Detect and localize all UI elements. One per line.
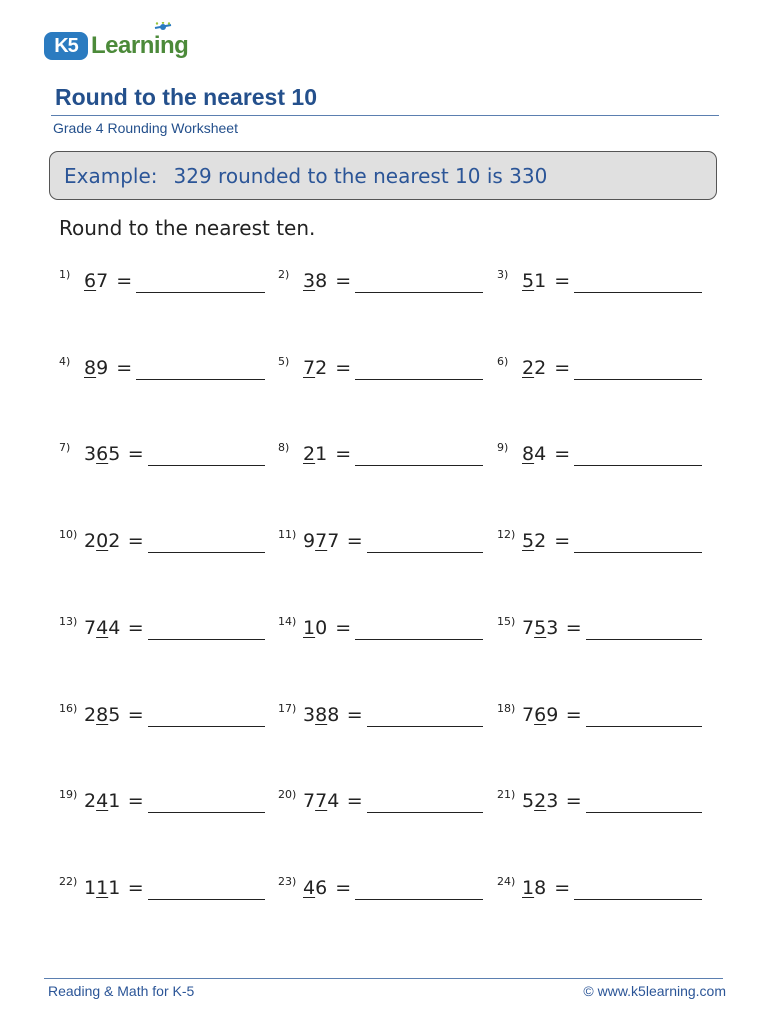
tens-digit-underlined: 8 xyxy=(84,357,97,379)
answer-blank[interactable] xyxy=(355,899,483,900)
tens-digit-underlined: 5 xyxy=(522,270,535,292)
equals-sign: = xyxy=(335,877,352,899)
problem-number: 24) xyxy=(497,875,516,888)
equals-sign: = xyxy=(565,790,582,812)
equals-sign: = xyxy=(127,790,144,812)
problem-number: 15) xyxy=(497,615,516,628)
problem-number: 7) xyxy=(59,441,71,454)
digit: 4 xyxy=(534,443,547,465)
problem-number-value xyxy=(84,790,120,812)
problem-item xyxy=(497,875,702,905)
answer-blank[interactable] xyxy=(367,726,483,727)
problem-item xyxy=(278,268,483,298)
answer-blank[interactable] xyxy=(355,292,483,293)
equals-sign: = xyxy=(554,530,571,552)
problem-number-value xyxy=(303,357,327,379)
title-divider xyxy=(51,115,719,116)
problem-number-value xyxy=(522,530,546,552)
digit: 9 xyxy=(303,530,316,552)
digit: 3 xyxy=(84,443,97,465)
tens-digit-underlined: 8 xyxy=(522,443,535,465)
equals-sign: = xyxy=(554,357,571,379)
problem-item xyxy=(497,788,702,818)
answer-blank[interactable] xyxy=(367,552,483,553)
problem-item xyxy=(497,528,702,558)
problem-number-value xyxy=(522,877,546,899)
digit: 6 xyxy=(315,877,328,899)
problem-number-value xyxy=(84,530,120,552)
digit: 7 xyxy=(327,530,340,552)
digit: 2 xyxy=(534,357,547,379)
tens-digit-underlined: 8 xyxy=(96,704,109,726)
tens-digit-underlined: 7 xyxy=(315,530,328,552)
tens-digit-underlined: 5 xyxy=(534,617,547,639)
problem-number: 18) xyxy=(497,702,516,715)
problem-number-value xyxy=(303,617,327,639)
equals-sign: = xyxy=(554,270,571,292)
equals-sign: = xyxy=(127,617,144,639)
answer-blank[interactable] xyxy=(136,292,265,293)
tens-digit-underlined: 2 xyxy=(303,443,316,465)
tens-digit-underlined: 5 xyxy=(522,530,535,552)
digit: 1 xyxy=(315,443,328,465)
tens-digit-underlined: 4 xyxy=(96,790,109,812)
problem-number-value xyxy=(84,443,120,465)
problem-item xyxy=(59,788,265,818)
equals-sign: = xyxy=(565,617,582,639)
tens-digit-underlined: 1 xyxy=(522,877,535,899)
problem-number: 6) xyxy=(497,355,509,368)
problem-number: 20) xyxy=(278,788,297,801)
equals-sign: = xyxy=(116,357,133,379)
problem-item xyxy=(278,615,483,645)
digit: 7 xyxy=(303,790,316,812)
problem-number-value xyxy=(84,877,120,899)
equals-sign: = xyxy=(335,617,352,639)
problem-number-value xyxy=(303,704,339,726)
problem-item xyxy=(59,528,265,558)
problem-item xyxy=(497,441,702,471)
problem-number: 23) xyxy=(278,875,297,888)
digit: 2 xyxy=(315,357,328,379)
example-label: Example: xyxy=(64,164,158,188)
digit: 1 xyxy=(108,790,121,812)
digit: 4 xyxy=(108,617,121,639)
answer-blank[interactable] xyxy=(148,812,265,813)
equals-sign: = xyxy=(127,443,144,465)
problem-number-value xyxy=(303,270,327,292)
problem-item xyxy=(59,355,265,385)
problem-number: 10) xyxy=(59,528,78,541)
problem-number-value xyxy=(522,617,558,639)
tens-digit-underlined: 7 xyxy=(315,790,328,812)
problem-item xyxy=(59,268,265,298)
answer-blank[interactable] xyxy=(355,379,483,380)
tens-digit-underlined: 6 xyxy=(534,704,547,726)
logo-badge: K5 xyxy=(44,32,88,60)
problem-number: 22) xyxy=(59,875,78,888)
digit: 2 xyxy=(84,790,97,812)
problem-number: 19) xyxy=(59,788,78,801)
digit: 8 xyxy=(327,704,340,726)
example-text: 329 rounded to the nearest 10 is 330 xyxy=(173,164,548,188)
digit: 3 xyxy=(546,790,559,812)
problem-item xyxy=(59,702,265,732)
tens-digit-underlined: 3 xyxy=(303,270,316,292)
problem-item xyxy=(278,788,483,818)
problem-item xyxy=(497,355,702,385)
answer-blank[interactable] xyxy=(574,379,702,380)
problem-number: 5) xyxy=(278,355,290,368)
tens-digit-underlined: 8 xyxy=(315,704,328,726)
problem-number-value xyxy=(84,617,120,639)
equals-sign: = xyxy=(127,530,144,552)
equals-sign: = xyxy=(335,443,352,465)
answer-blank[interactable] xyxy=(148,465,265,466)
footer-tagline: Reading & Math for K-5 xyxy=(48,983,195,999)
tens-digit-underlined: 4 xyxy=(96,617,109,639)
tens-digit-underlined: 1 xyxy=(303,617,316,639)
equals-sign: = xyxy=(116,270,133,292)
digit: 1 xyxy=(84,877,97,899)
problem-item xyxy=(59,875,265,905)
problem-number: 2) xyxy=(278,268,290,281)
page-subtitle: Grade 4 Rounding Worksheet xyxy=(53,120,238,136)
problem-item xyxy=(278,441,483,471)
k5-learning-logo xyxy=(44,22,204,66)
digit: 7 xyxy=(522,704,535,726)
problem-item xyxy=(59,615,265,645)
problem-number-value xyxy=(303,877,327,899)
problem-number: 13) xyxy=(59,615,78,628)
tens-digit-underlined: 4 xyxy=(303,877,316,899)
digit: 4 xyxy=(327,790,340,812)
star-figure-icon xyxy=(152,22,174,36)
digit: 3 xyxy=(303,704,316,726)
problem-number-value xyxy=(84,704,120,726)
answer-blank[interactable] xyxy=(586,639,702,640)
answer-blank[interactable] xyxy=(574,552,702,553)
digit: 1 xyxy=(534,270,547,292)
answer-blank[interactable] xyxy=(136,379,265,380)
equals-sign: = xyxy=(554,877,571,899)
equals-sign: = xyxy=(127,704,144,726)
equals-sign: = xyxy=(554,443,571,465)
tens-digit-underlined: 2 xyxy=(534,790,547,812)
problem-number: 16) xyxy=(59,702,78,715)
digit: 1 xyxy=(108,877,121,899)
equals-sign: = xyxy=(565,704,582,726)
equals-sign: = xyxy=(346,530,363,552)
problem-item xyxy=(497,615,702,645)
problem-item xyxy=(278,875,483,905)
problem-item xyxy=(278,702,483,732)
example-box xyxy=(49,151,717,200)
tens-digit-underlined: 0 xyxy=(96,530,109,552)
answer-blank[interactable] xyxy=(574,899,702,900)
equals-sign: = xyxy=(335,270,352,292)
digit: 7 xyxy=(84,617,97,639)
answer-blank[interactable] xyxy=(586,812,702,813)
digit: 2 xyxy=(534,530,547,552)
digit: 9 xyxy=(96,357,109,379)
digit: 5 xyxy=(108,704,121,726)
instructions: Round to the nearest ten. xyxy=(59,216,316,240)
problem-number-value xyxy=(522,270,546,292)
tens-digit-underlined: 6 xyxy=(84,270,97,292)
problem-number: 1) xyxy=(59,268,71,281)
page-title: Round to the nearest 10 xyxy=(55,84,317,110)
digit: 3 xyxy=(546,617,559,639)
problem-number: 14) xyxy=(278,615,297,628)
digit: 5 xyxy=(522,790,535,812)
tens-digit-underlined: 6 xyxy=(96,443,109,465)
tens-digit-underlined: 7 xyxy=(303,357,316,379)
equals-sign: = xyxy=(346,790,363,812)
problem-number: 12) xyxy=(497,528,516,541)
digit: 5 xyxy=(108,443,121,465)
digit: 8 xyxy=(534,877,547,899)
answer-blank[interactable] xyxy=(148,726,265,727)
problem-item xyxy=(497,702,702,732)
problem-number: 4) xyxy=(59,355,71,368)
problem-number: 9) xyxy=(497,441,509,454)
digit: 7 xyxy=(522,617,535,639)
problem-item xyxy=(278,528,483,558)
digit: 7 xyxy=(96,270,109,292)
problem-number-value xyxy=(84,270,108,292)
answer-blank[interactable] xyxy=(586,726,702,727)
problem-number: 21) xyxy=(497,788,516,801)
digit: 2 xyxy=(84,530,97,552)
answer-blank[interactable] xyxy=(355,465,483,466)
problem-item xyxy=(59,441,265,471)
problem-number-value xyxy=(522,704,558,726)
answer-blank[interactable] xyxy=(148,552,265,553)
problem-number-value xyxy=(303,443,327,465)
answer-blank[interactable] xyxy=(355,639,483,640)
tens-digit-underlined: 1 xyxy=(96,877,109,899)
digit: 2 xyxy=(84,704,97,726)
problem-number: 8) xyxy=(278,441,290,454)
digit: 8 xyxy=(315,270,328,292)
equals-sign: = xyxy=(335,357,352,379)
problem-item xyxy=(497,268,702,298)
problem-number-value xyxy=(84,357,108,379)
footer-website: © www.k5learning.com xyxy=(583,983,726,999)
problem-item xyxy=(278,355,483,385)
problem-number: 17) xyxy=(278,702,297,715)
answer-blank[interactable] xyxy=(574,465,702,466)
digit: 0 xyxy=(315,617,328,639)
problem-number: 11) xyxy=(278,528,297,541)
problem-number-value xyxy=(522,357,546,379)
answer-blank[interactable] xyxy=(148,639,265,640)
digit: 9 xyxy=(546,704,559,726)
answer-blank[interactable] xyxy=(574,292,702,293)
footer-divider xyxy=(44,978,723,979)
problem-number-value xyxy=(303,790,339,812)
problem-number: 3) xyxy=(497,268,509,281)
answer-blank[interactable] xyxy=(367,812,483,813)
logo-wordmark: Learning xyxy=(91,32,189,59)
problem-number-value xyxy=(303,530,339,552)
answer-blank[interactable] xyxy=(148,899,265,900)
digit: 2 xyxy=(108,530,121,552)
problem-number-value xyxy=(522,790,558,812)
problem-number-value xyxy=(522,443,546,465)
tens-digit-underlined: 2 xyxy=(522,357,535,379)
equals-sign: = xyxy=(346,704,363,726)
equals-sign: = xyxy=(127,877,144,899)
